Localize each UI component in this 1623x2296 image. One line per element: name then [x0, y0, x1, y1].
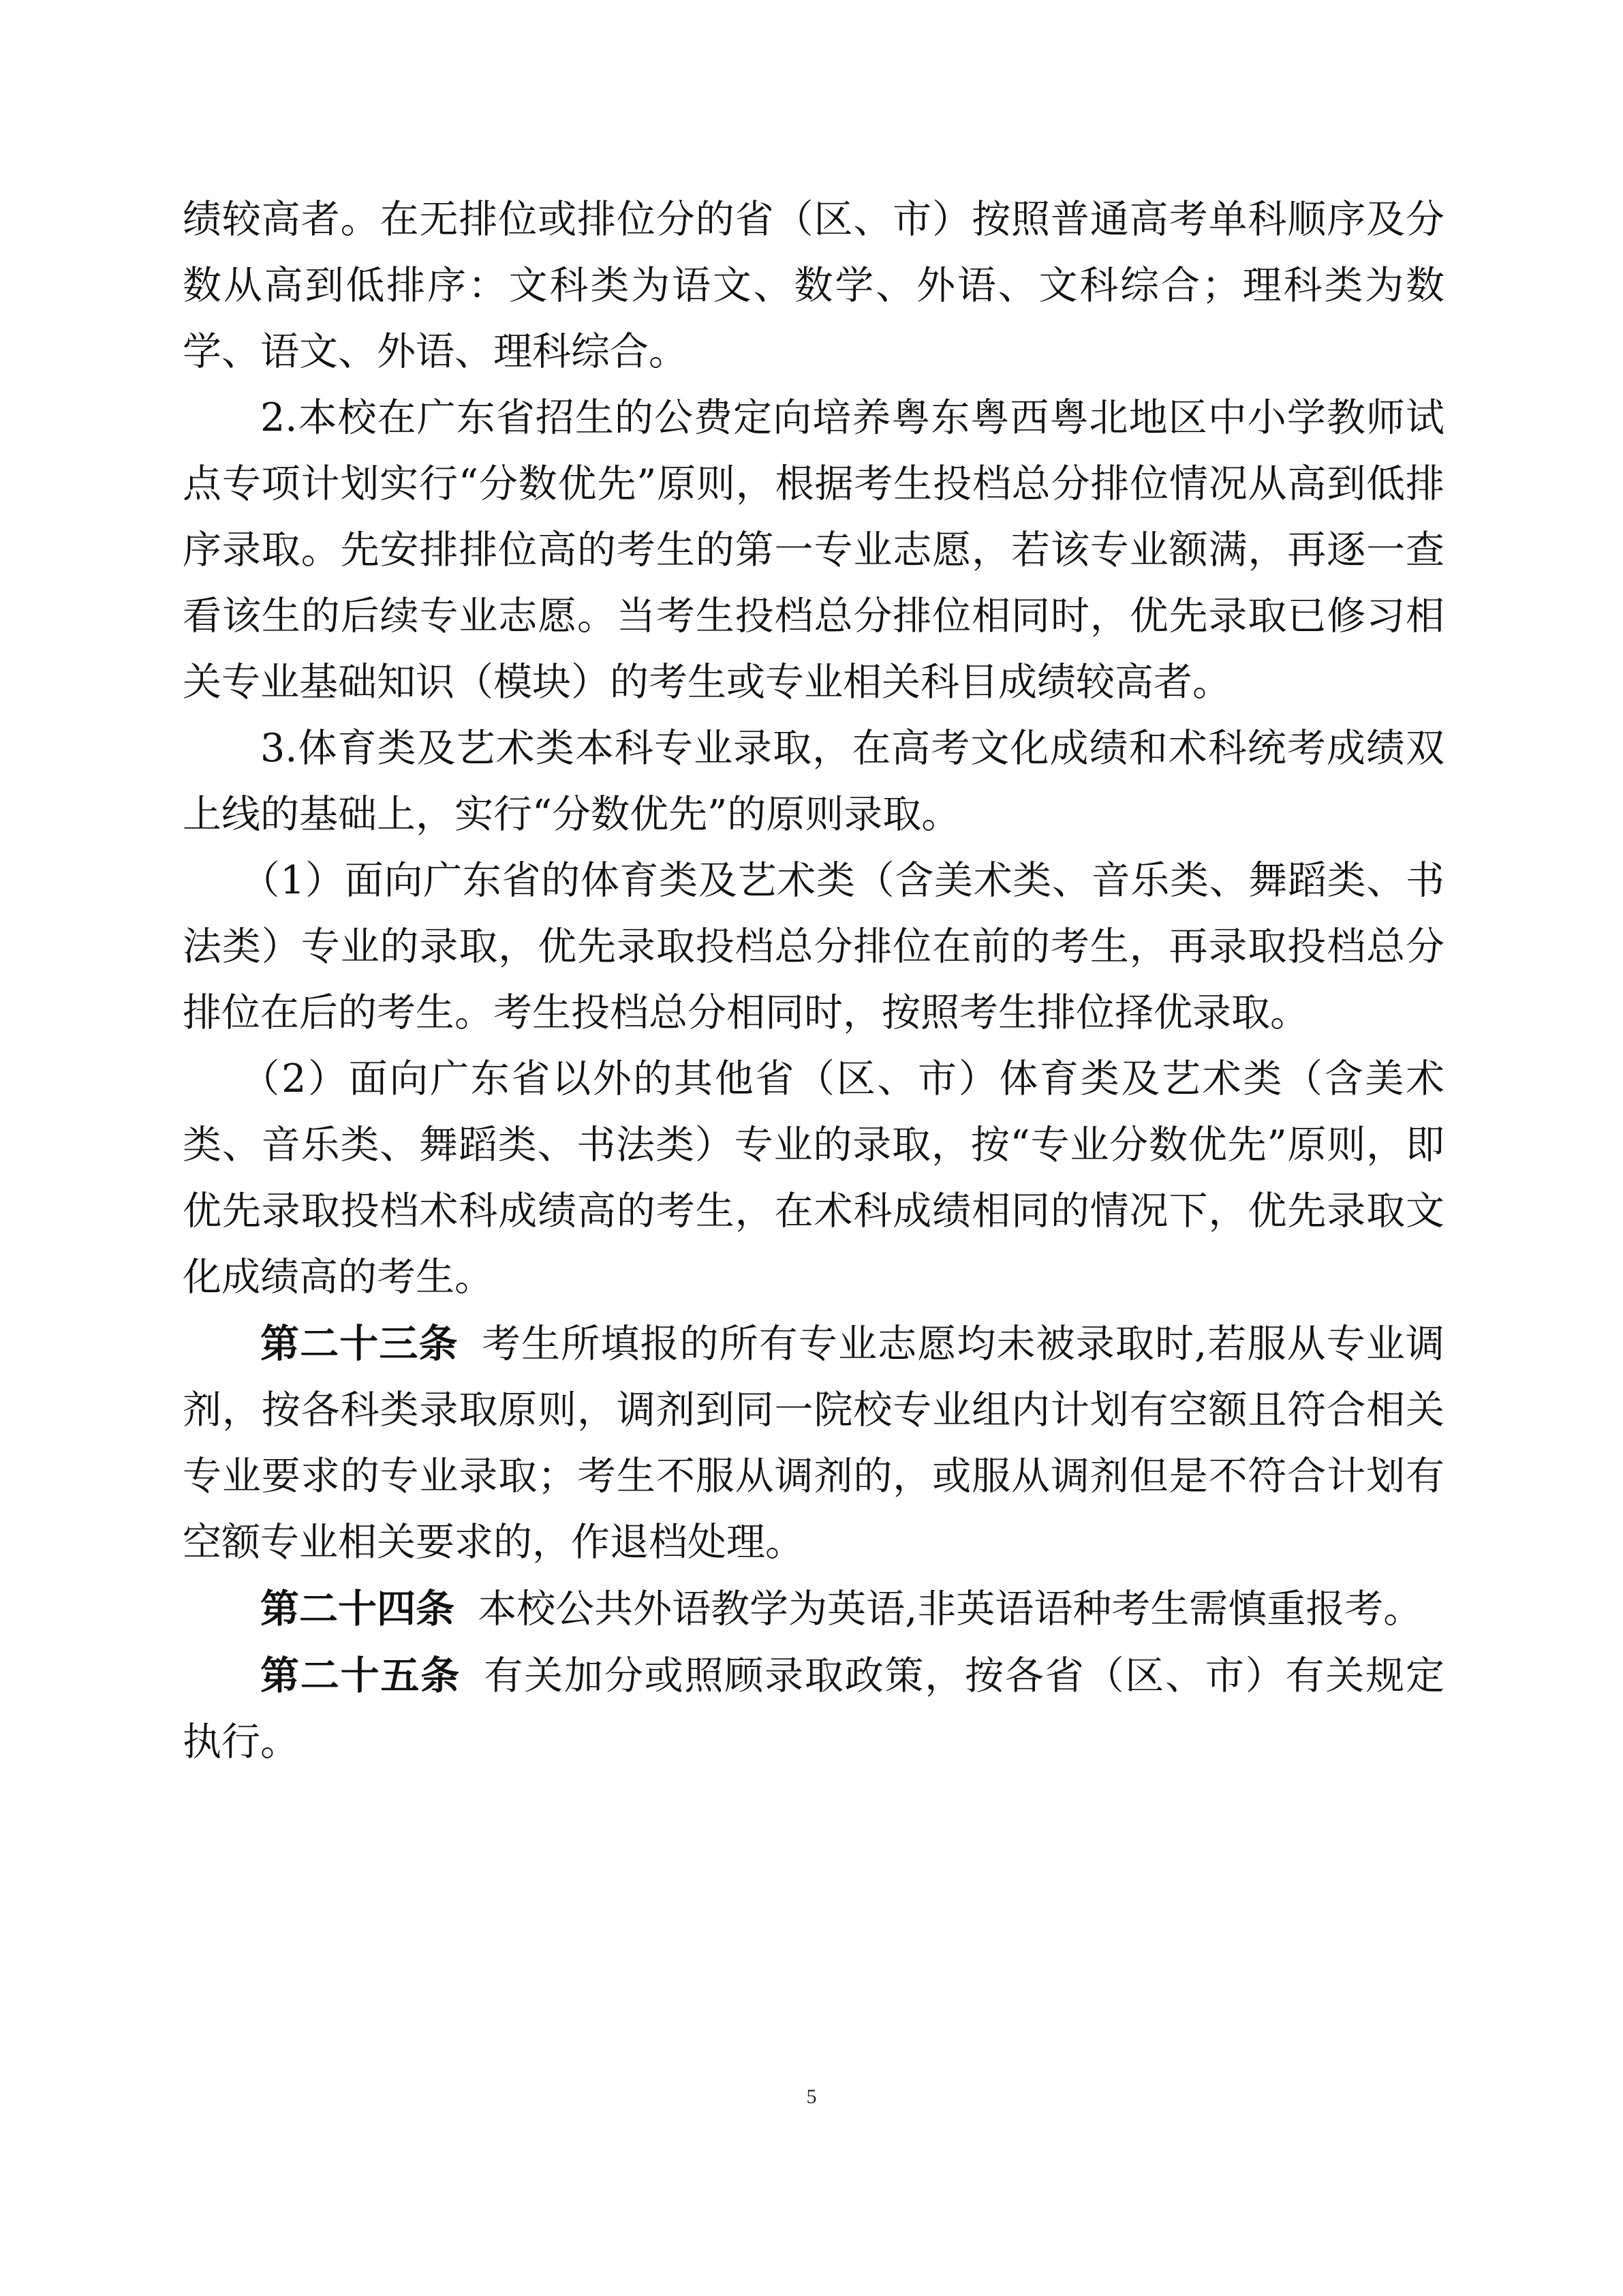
paragraph-item-3 [183, 716, 1444, 848]
paragraph-text: 2.本校在广东省招生的公费定向培养粤东粤西粤北地区中小学教师试点专项计划实行“分数优先”原则，根据考生投档总分排位情况从高到低排序录取。先安排排位高的考生的第一专业志愿，若该专业额满，再逐一查看该生的后续专业志愿。当考生投档总分排位相同时，优先录取已修习相关专业基础知识（模块）的考生或专业相关科目成绩较高者。 [183, 395, 1444, 705]
paragraph-subitem-2 [183, 1046, 1444, 1311]
page-number: 5 [806, 2085, 817, 2108]
article-heading: 第二十五条 [260, 1653, 461, 1698]
paragraph-subitem-1 [183, 848, 1444, 1046]
article-heading: 第二十三条 [260, 1321, 459, 1366]
paragraph-continuation [183, 187, 1444, 385]
article-text: 考生所填报的所有专业志愿均未被录取时,若服从专业调剂，按各科类录取原则，调剂到同一院校专业组内计划有空额且符合相关专业要求的专业录取；考生不服从调剂的，或服从调剂但是不符合计划有空额专业相关要求的，作退档处理。 [183, 1321, 1444, 1565]
paragraph-item-2 [183, 385, 1444, 716]
paragraph-text: （2）面向广东省以外的其他省（区、市）体育类及艺术类（含美术类、音乐类、舞蹈类、书法类）专业的录取，按“专业分数优先”原则，即优先录取投档术科成绩高的考生，在术科成绩相同的情况下，优先录取文化成绩高的考生。 [183, 1056, 1444, 1300]
article-24 [183, 1576, 1444, 1642]
paragraph-text: 3.体育类及艺术类本科专业录取，在高考文化成绩和术科统考成绩双上线的基础上，实行“分数优先”的原则录取。 [183, 726, 1444, 837]
article-text: 有关加分或照顾录取政策，按各省（区、市）有关规定执行。 [183, 1653, 1445, 1764]
document-body [183, 187, 1444, 1775]
article-23 [183, 1311, 1444, 1576]
article-text: 本校公共外语教学为英语,非英语语种考生需慎重报考。 [478, 1587, 1423, 1632]
article-25 [183, 1642, 1444, 1775]
paragraph-text: （1）面向广东省的体育类及艺术类（含美术类、音乐类、舞蹈类、书法类）专业的录取，优先录取投档总分排位在前的考生，再录取投档总分排位在后的考生。考生投档总分相同时，按照考生排位择优录取。 [183, 858, 1444, 1035]
paragraph-text: 绩较高者。在无排位或排位分的省（区、市）按照普通高考单科顺序及分数从高到低排序：文科类为语文、数学、外语、文科综合；理科类为数学、语文、外语、理科综合。 [183, 197, 1444, 374]
article-heading: 第二十四条 [260, 1586, 454, 1632]
